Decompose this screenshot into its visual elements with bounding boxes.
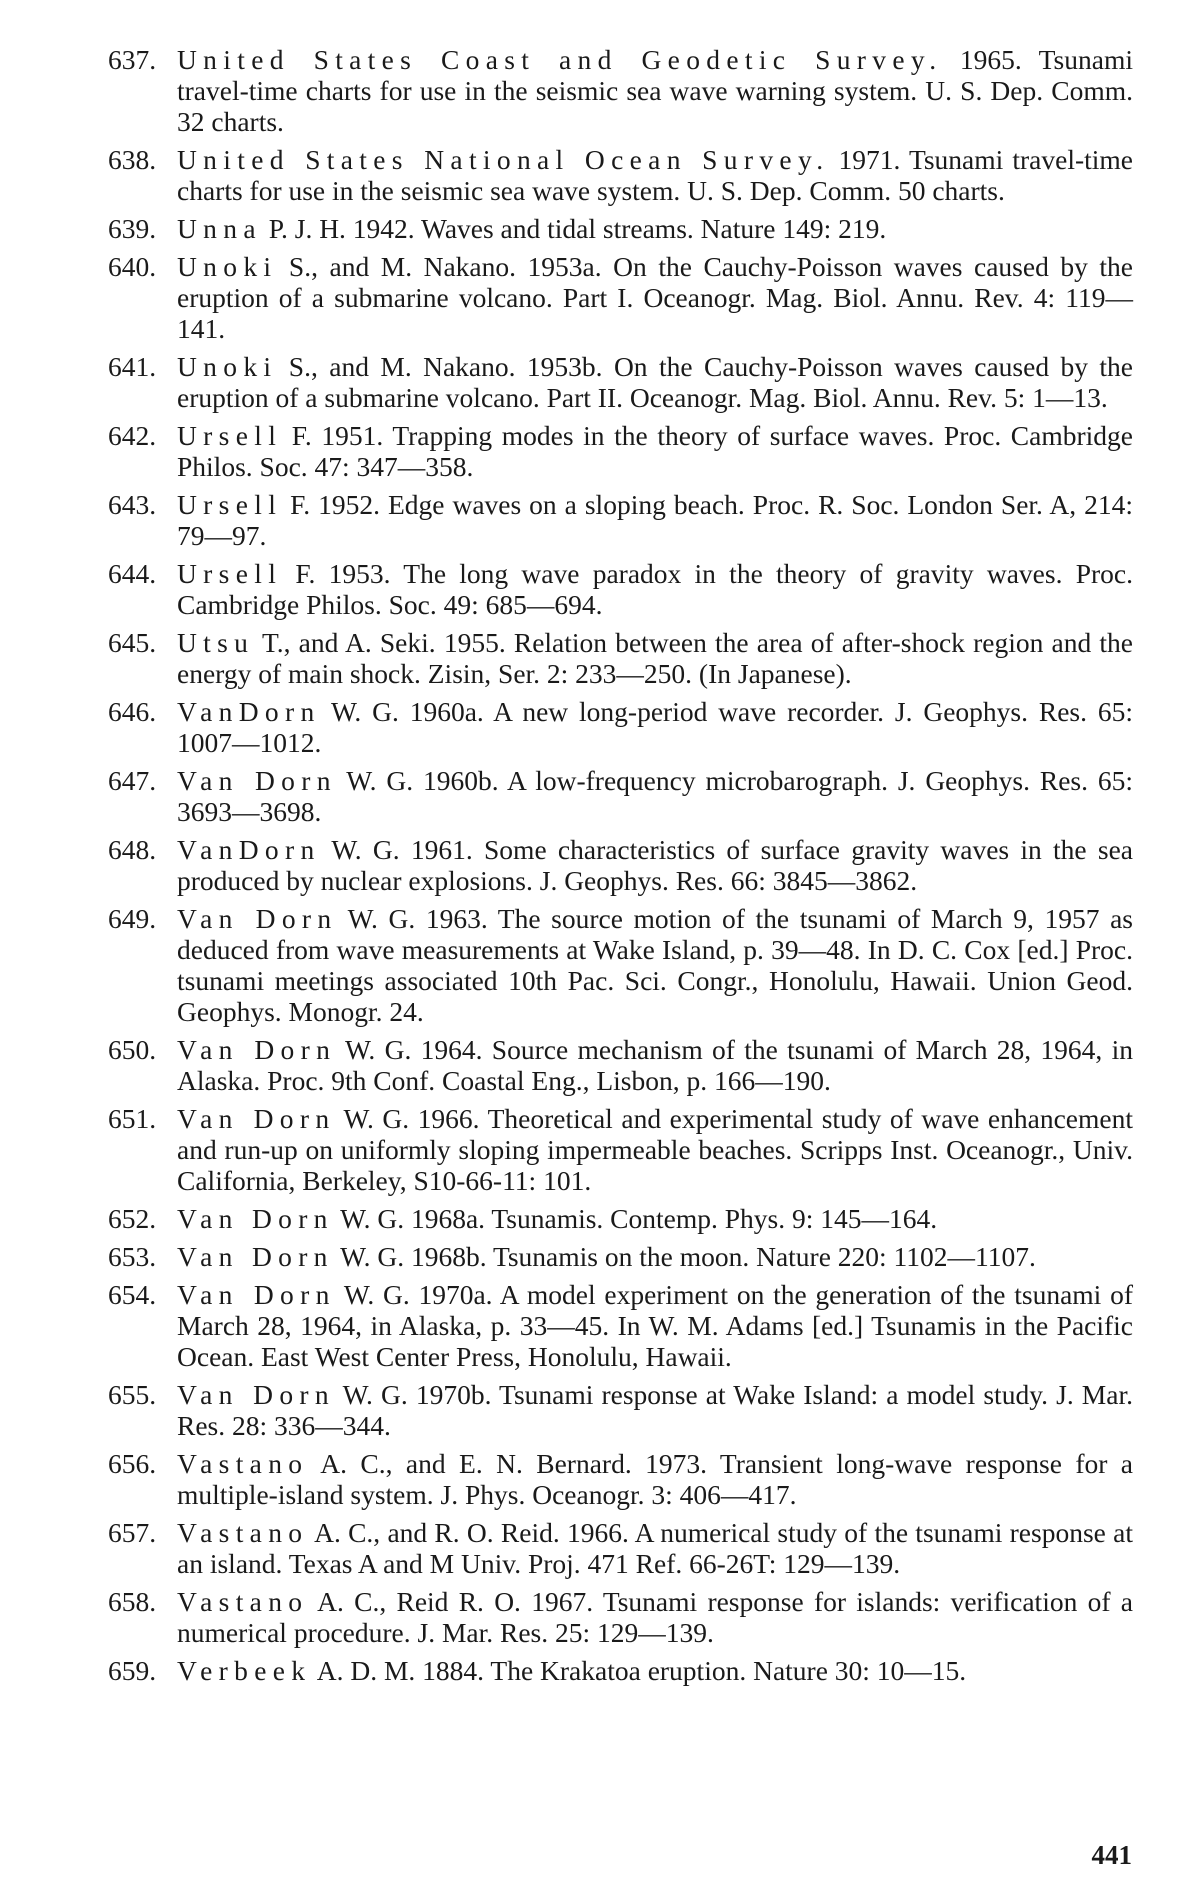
reference-author: VanDorn: [177, 696, 321, 727]
reference-entry: [108, 627, 1133, 689]
reference-number: 643.: [108, 489, 157, 520]
reference-author: Van Dorn: [177, 1203, 334, 1234]
reference-author: Ursell: [177, 420, 283, 451]
reference-entry: [108, 213, 1133, 244]
reference-entry: [108, 144, 1133, 206]
reference-number: 639.: [108, 213, 157, 244]
reference-text: S., and M. Nakano. 1953a. On the Cauchy-Poisson waves caused by the eruption of a submarine volcano. Part I. Oceanogr. Mag. Biol. Annu. Rev. 4: 119—141.: [177, 251, 1133, 344]
reference-text: F. 1952. Edge waves on a sloping beach. Proc. R. Soc. London Ser. A, 214: 79—97.: [177, 489, 1134, 551]
reference-text: A. C., Reid R. O. 1967. Tsunami response for islands: verification of a numerical procedure. J. Mar. Res. 25: 129—139.: [177, 1586, 1134, 1648]
reference-number: 641.: [108, 351, 157, 382]
reference-entry: [108, 1279, 1133, 1372]
reference-text: P. J. H. 1942. Waves and tidal streams. Nature 149: 219.: [268, 213, 887, 244]
reference-author: VanDorn: [177, 834, 321, 865]
reference-text: T., and A. Seki. 1955. Relation between the area of after-shock region and the energy of main shock. Zisin, Ser. 2: 233—250. (In Japanese).: [177, 627, 1133, 689]
reference-entry: [108, 1203, 1133, 1234]
reference-text: W. G. 1963. The source motion of the tsunami of March 9, 1957 as deduced from wave measurements at Wake Island, p. 39—48. In D. C. Cox [ed.] Proc. tsunami meetings associated 10th Pac. Sci. Congr., Honolulu, Hawaii. Union Geod. Geophys. Monogr. 24.: [177, 903, 1133, 1027]
reference-number: 657.: [108, 1517, 157, 1548]
reference-number: 651.: [108, 1103, 157, 1134]
reference-entry: [108, 1586, 1133, 1648]
reference-number: 642.: [108, 420, 157, 451]
reference-author: Van Dorn: [177, 903, 338, 934]
reference-entry: [108, 351, 1133, 413]
reference-number: 646.: [108, 696, 157, 727]
reference-number: 655.: [108, 1379, 157, 1410]
reference-author: Utsu: [177, 627, 255, 658]
reference-author: Unoki: [177, 351, 278, 382]
reference-author: Ursell: [177, 558, 283, 589]
page-number: 441: [1091, 1840, 1132, 1870]
reference-entry: [108, 1379, 1133, 1441]
reference-text: W. G. 1968b. Tsunamis on the moon. Nature 220: 1102—1107.: [340, 1241, 1036, 1272]
reference-entry: [108, 420, 1133, 482]
reference-author: Van Dorn: [177, 765, 337, 796]
reference-entry: [108, 1103, 1133, 1196]
reference-text: A. D. M. 1884. The Krakatoa eruption. Nature 30: 10—15.: [316, 1655, 967, 1686]
reference-text: W. G. 1970a. A model experiment on the generation of the tsunami of March 28, 1964, in Alaska, p. 33—45. In W. M. Adams [ed.] Tsunamis in the Pacific Ocean. East West Center Press, Honolulu, Hawaii.: [177, 1279, 1133, 1372]
reference-number: 638.: [108, 144, 157, 175]
reference-author: Van Dorn: [177, 1241, 334, 1272]
reference-author: Vastano: [177, 1517, 309, 1548]
reference-number: 645.: [108, 627, 157, 658]
reference-entry: [108, 251, 1133, 344]
reference-entry: [108, 1034, 1133, 1096]
reference-entry: [108, 44, 1133, 137]
reference-text: A. C., and E. N. Bernard. 1973. Transient long-wave response for a multiple-island system. J. Phys. Oceanogr. 3: 406—417.: [177, 1448, 1134, 1510]
reference-text: W. G. 1960a. A new long-period wave recorder. J. Geophys. Res. 65: 1007—1012.: [177, 696, 1133, 758]
reference-text: W. G. 1970b. Tsunami response at Wake Island: a model study. J. Mar. Res. 28: 336—344.: [177, 1379, 1133, 1441]
reference-entry: [108, 1655, 1133, 1686]
reference-number: 654.: [108, 1279, 157, 1310]
reference-entry: [108, 489, 1133, 551]
reference-number: 649.: [108, 903, 157, 934]
reference-text: 1971. Tsunami travel-time charts for use in the seismic sea wave system. U. S. Dep. Comm. 50 charts.: [177, 144, 1133, 206]
reference-text: W. G. 1964. Source mechanism of the tsunami of March 28, 1964, in Alaska. Proc. 9th Conf. Coastal Eng., Lisbon, p. 166—190.: [177, 1034, 1133, 1096]
reference-text: W. G. 1961. Some characteristics of surface gravity waves in the sea produced by nuclear explosions. J. Geophys. Res. 66: 3845—3862.: [177, 834, 1133, 896]
reference-text: S., and M. Nakano. 1953b. On the Cauchy-Poisson waves caused by the eruption of a submarine volcano. Part II. Oceanogr. Mag. Biol. Annu. Rev. 5: 1—13.: [177, 351, 1134, 413]
reference-entry: [108, 1517, 1133, 1579]
reference-number: 653.: [108, 1241, 157, 1272]
reference-number: 640.: [108, 251, 157, 282]
reference-author: United States Coast and Geodetic Survey.: [177, 44, 943, 75]
reference-author: Unna: [177, 213, 262, 244]
reference-text: F. 1951. Trapping modes in the theory of surface waves. Proc. Cambridge Philos. Soc. 47: 347—358.: [177, 420, 1133, 482]
reference-author: United States National Ocean Survey.: [177, 144, 830, 175]
reference-entry: [108, 1241, 1133, 1272]
reference-number: 647.: [108, 765, 157, 796]
reference-entry: [108, 765, 1133, 827]
reference-entry: [108, 834, 1133, 896]
reference-author: Vastano: [177, 1586, 309, 1617]
reference-text: 1965. Tsunami travel-time charts for use in the seismic sea wave warning system. U. S. Dep. Comm. 32 charts.: [177, 44, 1133, 137]
reference-number: 648.: [108, 834, 157, 865]
reference-number: 656.: [108, 1448, 157, 1479]
reference-author: Vastano: [177, 1448, 309, 1479]
reference-entry: [108, 903, 1133, 1027]
reference-number: 644.: [108, 558, 157, 589]
reference-number: 637.: [108, 44, 157, 75]
reference-number: 659.: [108, 1655, 157, 1686]
reference-number: 650.: [108, 1034, 157, 1065]
reference-number: 658.: [108, 1586, 157, 1617]
reference-author: Ursell: [177, 489, 283, 520]
reference-entry: [108, 1448, 1133, 1510]
reference-entry: [108, 696, 1133, 758]
reference-author: Unoki: [177, 251, 278, 282]
reference-author: Van Dorn: [177, 1279, 336, 1310]
reference-author: Van Dorn: [177, 1034, 337, 1065]
reference-text: W. G. 1968a. Tsunamis. Contemp. Phys. 9: 145—164.: [340, 1203, 938, 1234]
reference-author: Van Dorn: [177, 1379, 335, 1410]
reference-list: [108, 44, 1133, 1693]
reference-text: F. 1953. The long wave paradox in the theory of gravity waves. Proc. Cambridge Philos. Soc. 49: 685—694.: [177, 558, 1133, 620]
reference-author: Verbeek: [177, 1655, 312, 1686]
reference-text: W. G. 1966. Theoretical and experimental study of wave enhancement and run-up on uniformly sloping impermeable beaches. Scripps Inst. Oceanogr., Univ. California, Berkeley, S10-66-11: 101.: [177, 1103, 1133, 1196]
reference-entry: [108, 558, 1133, 620]
reference-text: A. C., and R. O. Reid. 1966. A numerical study of the tsunami response at an island. Texas A and M Univ. Proj. 471 Ref. 66-26T: 129—139.: [177, 1517, 1133, 1579]
reference-author: Van Dorn: [177, 1103, 336, 1134]
reference-text: W. G. 1960b. A low-frequency microbarograph. J. Geophys. Res. 65: 3693—3698.: [177, 765, 1134, 827]
reference-number: 652.: [108, 1203, 157, 1234]
